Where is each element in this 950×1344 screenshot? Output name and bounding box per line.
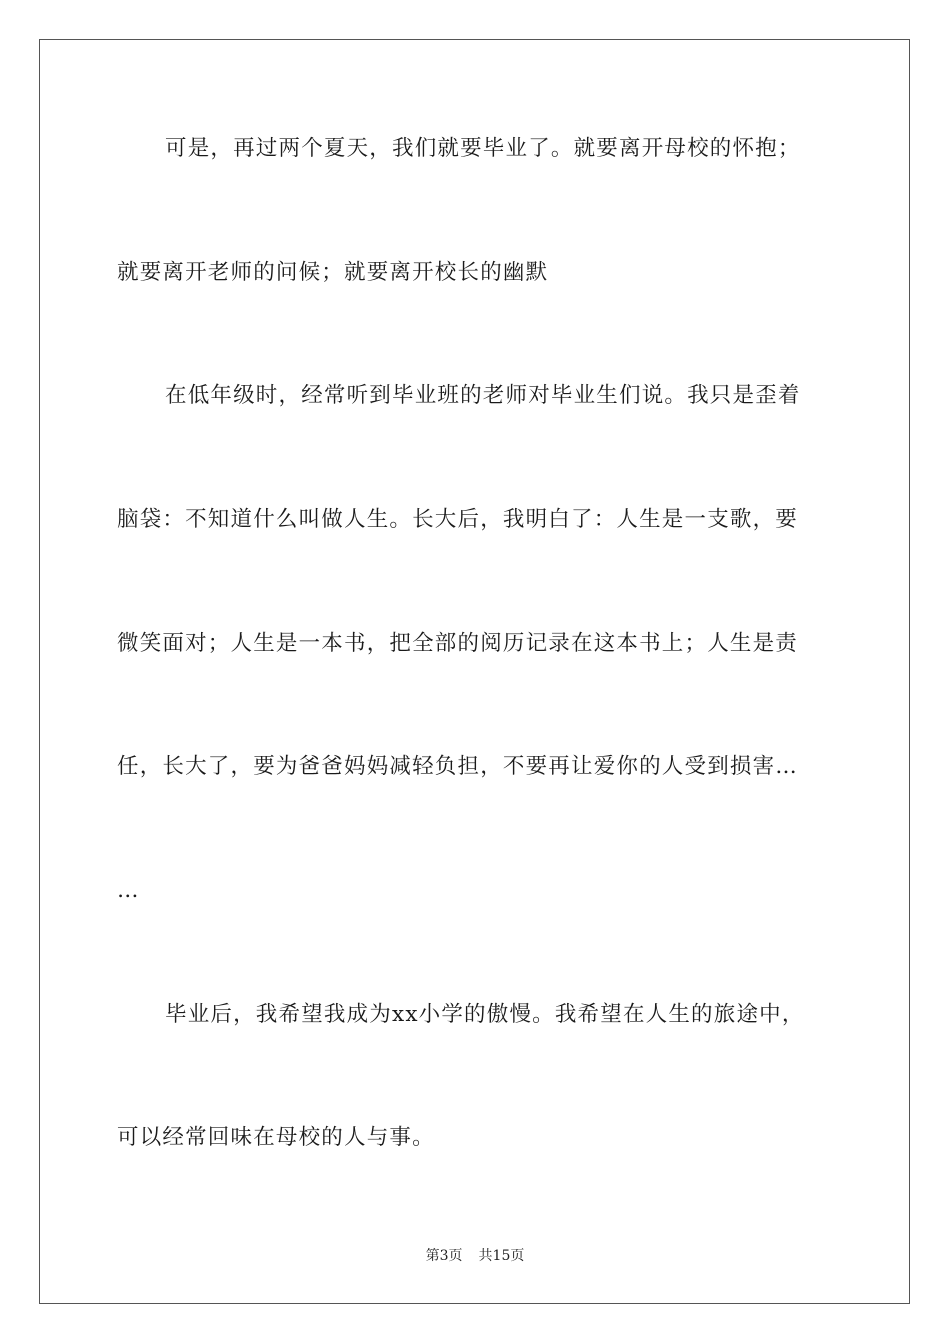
paragraph-3-line-1: 毕业后，我希望我成为xx小学的傲慢。我希望在人生的旅途中， bbox=[165, 1002, 805, 1027]
paragraph-2-line-3: 微笑面对；人生是一本书，把全部的阅历记录在这本书上；人生是责 bbox=[117, 631, 799, 656]
paragraph-2-line-1: 在低年级时，经常听到毕业班的老师对毕业生们说。我只是歪着 bbox=[165, 383, 801, 408]
page-number: 第3页 bbox=[425, 1248, 463, 1264]
paragraph-1-line-1: 可是，再过两个夏天，我们就要毕业了。就要离开母校的怀抱； bbox=[165, 136, 801, 161]
page-border bbox=[39, 39, 910, 1304]
paragraph-2-line-5: … bbox=[117, 878, 140, 903]
paragraph-1-line-2: 就要离开老师的问候；就要离开校长的幽默 bbox=[117, 260, 549, 285]
page-total: 共15页 bbox=[478, 1248, 525, 1264]
paragraph-2-line-4: 任，长大了，要为爸爸妈妈减轻负担，不要再让爱你的人受到损害… bbox=[117, 754, 799, 779]
page-footer bbox=[0, 1246, 950, 1266]
paragraph-2-line-2: 脑袋：不知道什么叫做人生。长大后，我明白了：人生是一支歌，要 bbox=[117, 507, 799, 532]
paragraph-3-line-2: 可以经常回味在母校的人与事。 bbox=[117, 1125, 435, 1150]
